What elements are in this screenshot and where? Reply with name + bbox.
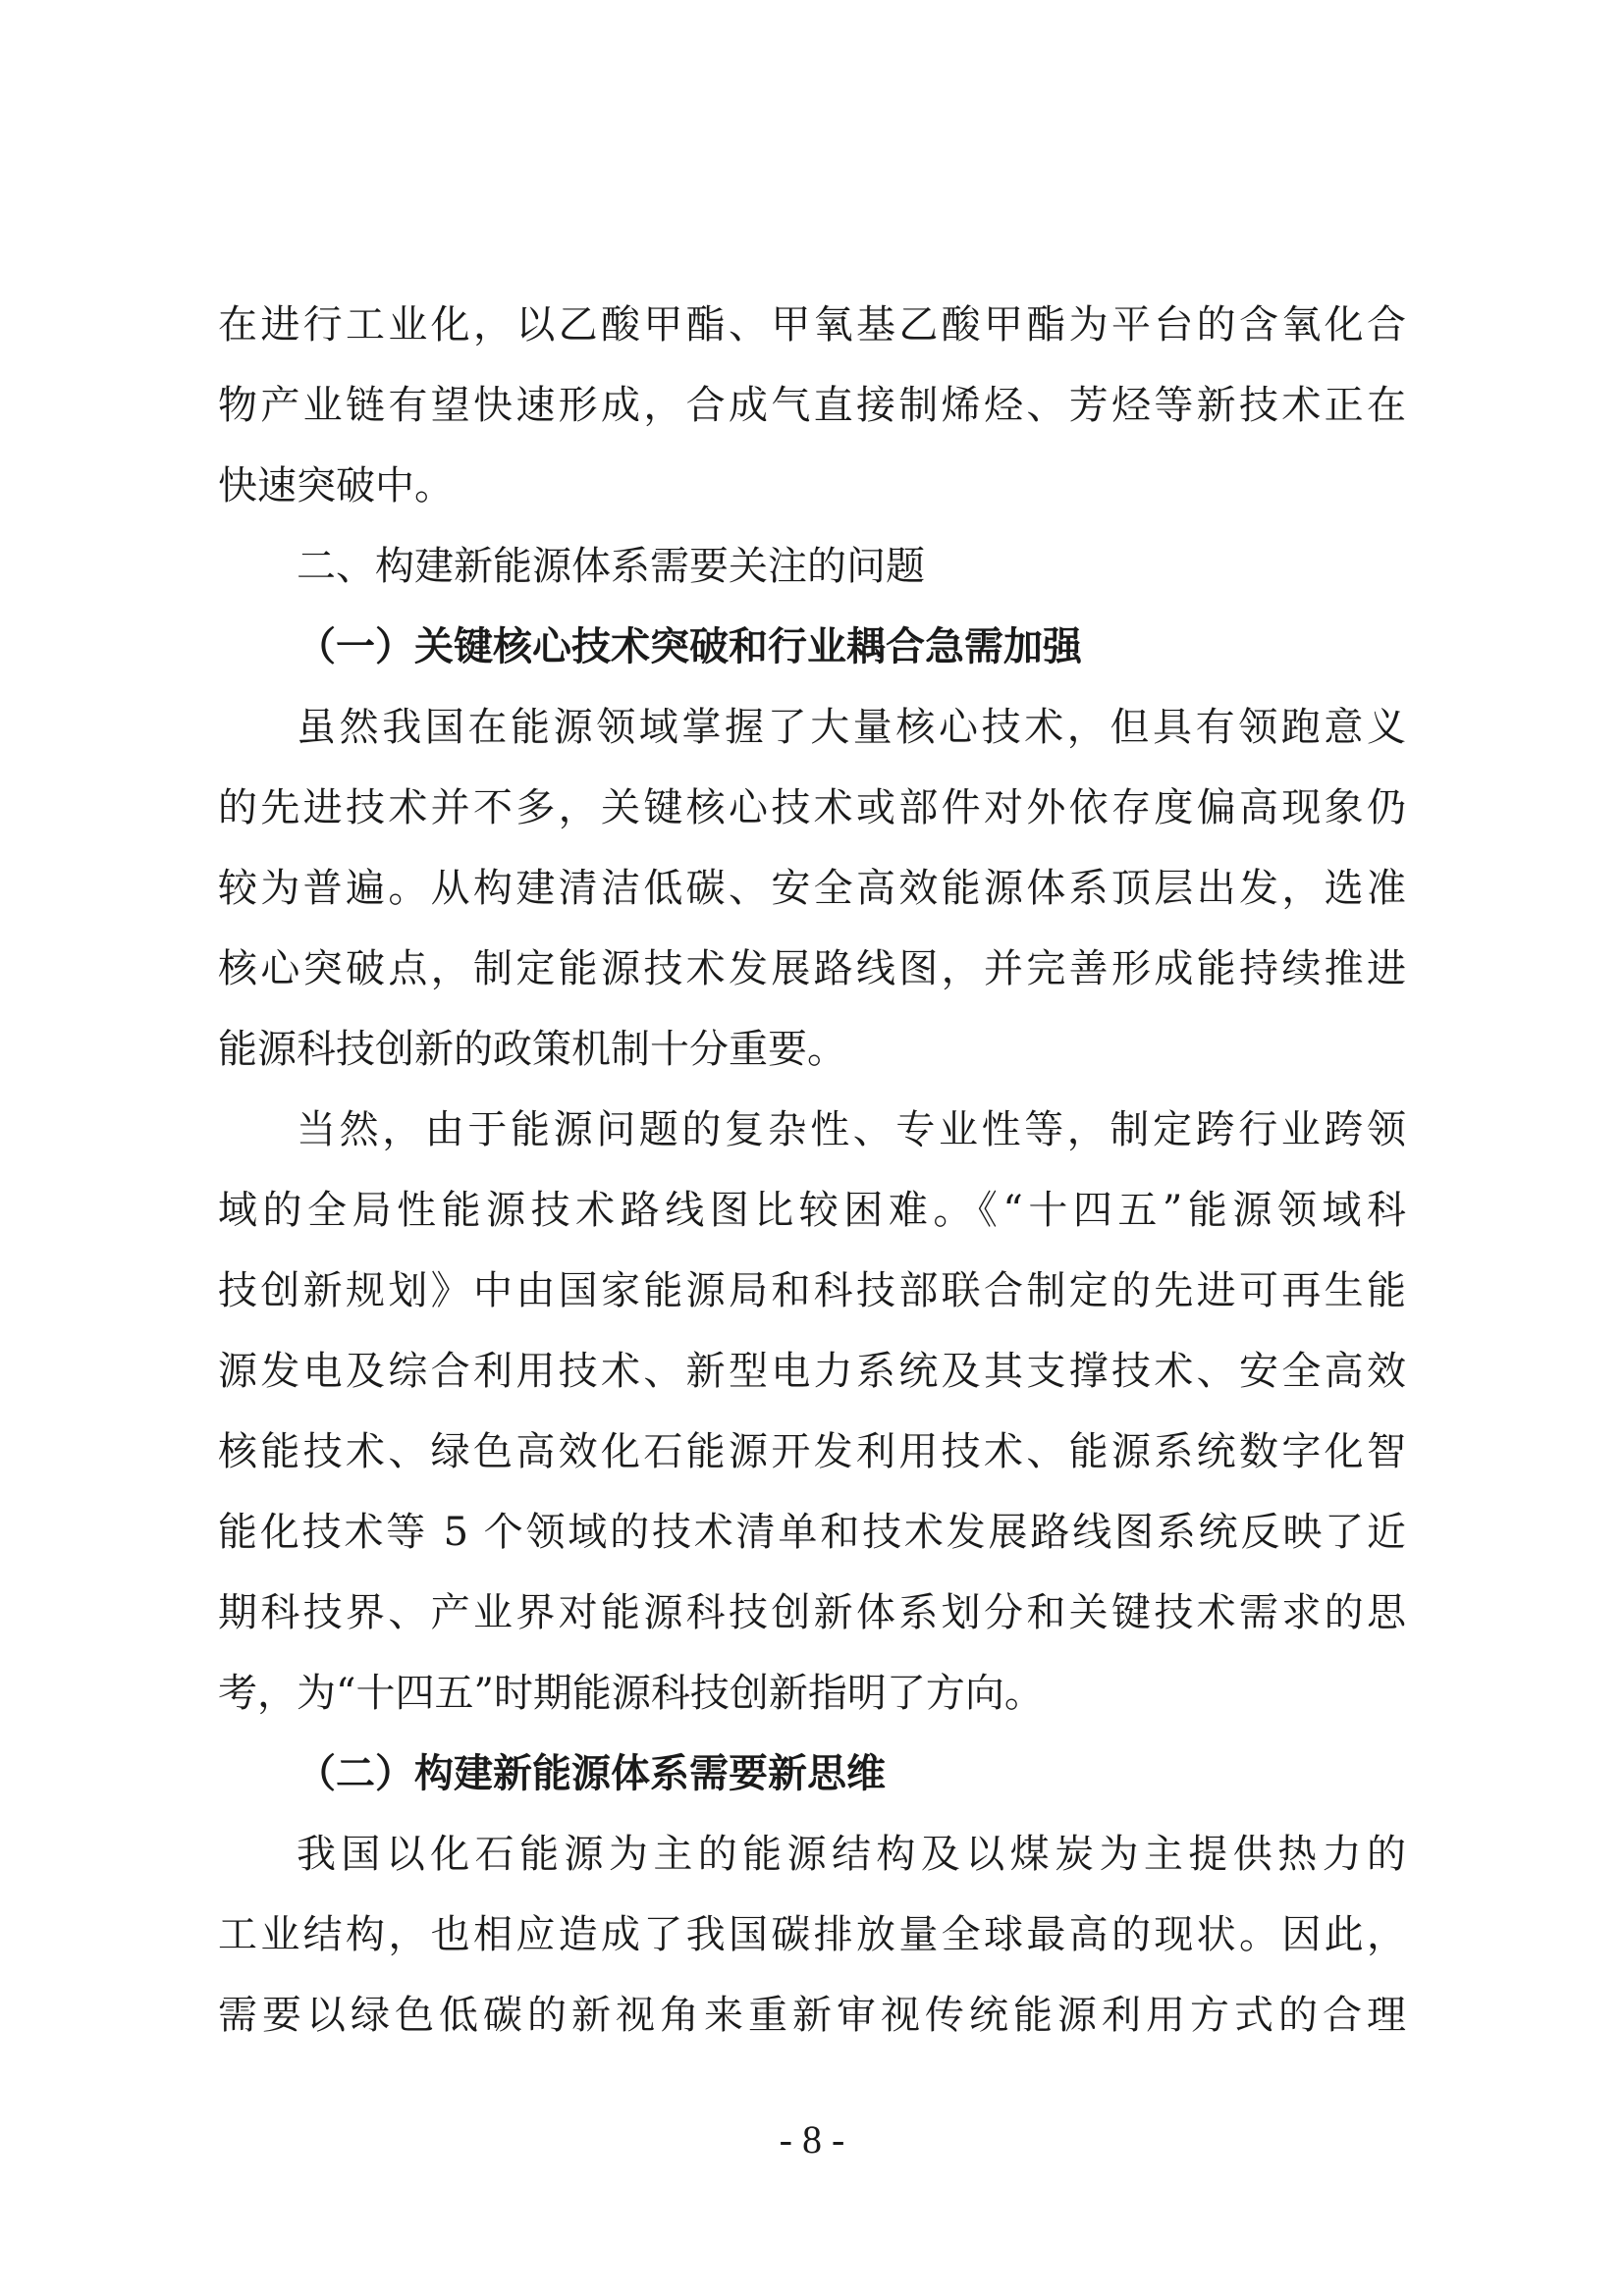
paragraph-line: 物产业链有望快速形成，合成气直接制烯烃、芳烃等新技术正在 (218, 383, 1406, 428)
paragraph-line: 较为普遍。从构建清洁低碳、安全高效能源体系顶层出发，选准 (218, 866, 1406, 911)
paragraph-line: 核能技术、绿色高效化石能源开发利用技术、能源系统数字化智 (218, 1429, 1406, 1474)
paragraph-line: 虽然我国在能源领域掌握了大量核心技术，但具有领跑意义 (297, 705, 1406, 750)
subsection-heading: （一）关键核心技术突破和行业耦合急需加强 (297, 624, 1082, 669)
paragraph-line: 工业结构，也相应造成了我国碳排放量全球最高的现状。因此， (218, 1912, 1406, 1957)
paragraph-line: 需要以绿色低碳的新视角来重新审视传统能源利用方式的合理 (218, 1993, 1406, 2038)
paragraph-line: 源发电及综合利用技术、新型电力系统及其支撑技术、安全高效 (218, 1349, 1406, 1394)
paragraph-line: 我国以化石能源为主的能源结构及以煤炭为主提供热力的 (297, 1832, 1406, 1877)
paragraph-line: 当然，由于能源问题的复杂性、专业性等，制定跨行业跨领 (297, 1107, 1406, 1152)
paragraph-line: 在进行工业化，以乙酸甲酯、甲氧基乙酸甲酯为平台的含氧化合 (218, 302, 1406, 347)
paragraph-line: 考，为“十四五”时期能源科技创新指明了方向。 (218, 1671, 1044, 1716)
paragraph-line: 期科技界、产业界对能源科技创新体系划分和关键技术需求的思 (218, 1590, 1406, 1635)
paragraph-line: 快速突破中。 (218, 463, 454, 508)
document-body (218, 285, 1406, 2056)
paragraph-line: 域的全局性能源技术路线图比较困难。《“十四五”能源领域科 (218, 1188, 1406, 1233)
paragraph-line: 技创新规划》中由国家能源局和科技部联合制定的先进可再生能 (218, 1268, 1406, 1313)
subsection-heading: （二）构建新能源体系需要新思维 (297, 1751, 886, 1796)
paragraph-line: 能化技术等 5 个领域的技术清单和技术发展路线图系统反映了近 (218, 1510, 1406, 1555)
paragraph-line: 能源科技创新的政策机制十分重要。 (218, 1027, 846, 1072)
page-number: - 8 - (779, 2117, 845, 2162)
paragraph-line: 核心突破点，制定能源技术发展路线图，并完善形成能持续推进 (218, 946, 1406, 991)
section-heading: 二、构建新能源体系需要关注的问题 (297, 544, 925, 589)
paragraph-line: 的先进技术并不多，关键核心技术或部件对外依存度偏高现象仍 (218, 785, 1406, 830)
